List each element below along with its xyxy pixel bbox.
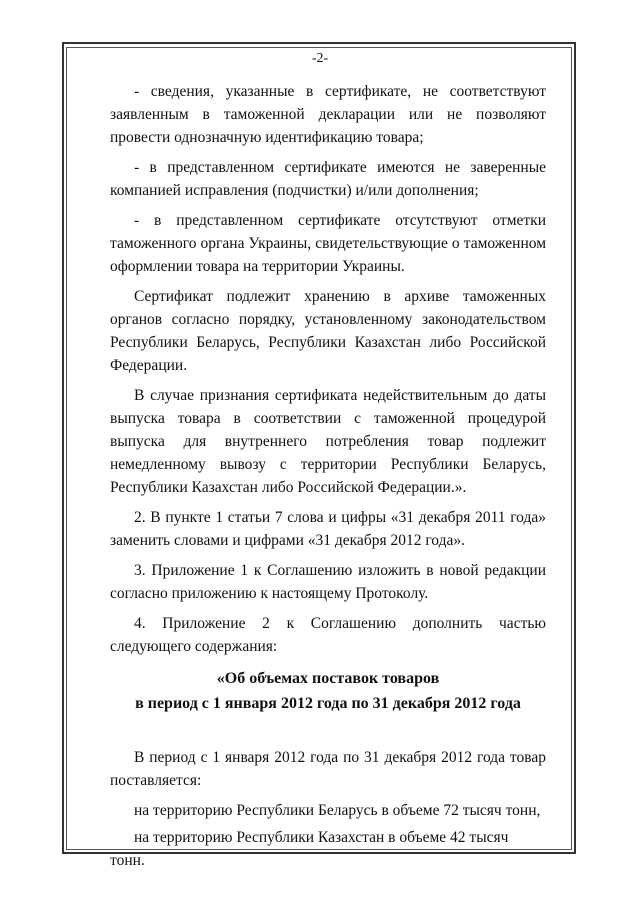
clause-item-missing-marks: - в представленном сертификате отсутствуют отметки таможенного органа Украины, свидетельствующие о таможенном оформлении товара на территории Украины. — [110, 212, 546, 275]
page-number: -2- — [311, 51, 329, 66]
supply-line-belarus: на территорию Республики Беларусь в объеме 72 тысяч тонн, — [134, 802, 541, 819]
heading-line-1: «Об объемах поставок товаров — [216, 670, 440, 687]
paragraph-item-3: 3. Приложение 1 к Соглашению изложить в новой редакции согласно приложению к настоящему Протоколу. — [110, 562, 546, 602]
section-heading — [110, 666, 546, 716]
heading-line-2: в период с 1 января 2012 года по 31 декабря 2012 года — [135, 695, 521, 712]
supply-line-kazakhstan: на территорию Республики Казахстан в объеме 42 тысяч тонн. — [110, 829, 509, 869]
paragraph-certificate-invalid: В случае признания сертификата недействительным до даты выпуска товара в соответствии с таможенной процедурой выпуска для внутреннего потребления товар подлежит немедленному вывозу с территории Республики Беларусь, Республики Казахстан либо Российской Федерации.». — [110, 387, 546, 496]
paragraph-certificate-storage: Сертификат подлежит хранению в архиве таможенных органов согласно порядку, установленному законодательством Республики Беларусь, Республики Казахстан либо Российской Федерации. — [110, 288, 546, 374]
paragraph-item-4: 4. Приложение 2 к Соглашению дополнить частью следующего содержания: — [110, 615, 546, 655]
clause-item-uncertified-corrections: - в представленном сертификате имеются не заверенные компанией исправления (подчистки) и/или дополнения; — [110, 159, 546, 199]
document-body — [110, 80, 546, 872]
clause-item-info-mismatch: - сведения, указанные в сертификате, не соответствуют заявленным в таможенной декларации или не позволяют провести однозначную идентификацию товара; — [110, 83, 546, 146]
paragraph-item-2: 2. В пункте 1 статьи 7 слова и цифры «31 декабря 2011 года» заменить словами и цифрами «31 декабря 2012 года». — [110, 509, 546, 549]
paragraph-period: В период с 1 января 2012 года по 31 декабря 2012 года товар поставляется: — [110, 749, 546, 789]
